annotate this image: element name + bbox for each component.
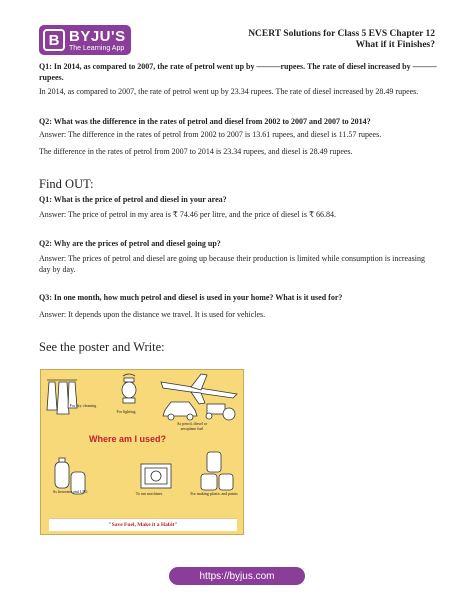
logo-text <box>69 29 126 52</box>
logo-tagline: The Learning App <box>69 44 125 52</box>
find-question-2: Q2: Why are the prices of petrol and diesel going up? <box>39 239 221 248</box>
fuel-poster <box>40 369 244 535</box>
plastic-containers-illustration <box>201 452 233 490</box>
label-dry-cleaning: For dry cleaning <box>69 403 97 408</box>
answer-1: In 2014, as compared to 2007, the rate of petrol went up by 23.34 rupees. The rate of diesel increased by 28.49 rupees. <box>39 87 419 96</box>
find-question-1: Q1: What is the price of petrol and diesel in your area? <box>39 195 227 204</box>
poster-drawing <box>41 370 245 536</box>
header-subtitle: What if it Finishes? <box>355 40 435 50</box>
lantern-illustration <box>122 374 136 403</box>
generator-illustration <box>141 464 171 488</box>
label-lighting: For lighting <box>116 409 136 414</box>
aeroplane-illustration <box>161 374 237 404</box>
question-2: Q2: What was the difference in the rates of petrol and diesel from 2002 to 2007 and 2007 to 2014? <box>39 117 371 126</box>
footer-url-link[interactable]: https://byjus.com <box>169 567 305 585</box>
logo-mark: B <box>43 29 65 51</box>
poster-center-title: Where am I used? <box>89 434 167 444</box>
poster-slogan: "Save Fuel, Make it a Habit" <box>49 518 237 531</box>
label-plastic: For making plastic and paints <box>190 491 238 496</box>
find-out-heading: Find OUT: <box>39 177 94 191</box>
label-kerosene: As kerosene and LPG <box>52 489 88 494</box>
answer-2a: Answer: The difference in the rates of petrol from 2002 to 2007 is 13.61 rupees, and diesel is 11.57 rupees. <box>39 130 382 139</box>
label-machines: To run machines <box>135 491 163 496</box>
label-fuel: As petrol, diesel or aeroplane fuel <box>176 421 208 431</box>
poster-heading: See the poster and Write: <box>39 340 165 354</box>
logo-name: BYJU'S <box>69 27 126 45</box>
header-title: NCERT Solutions for Class 5 EVS Chapter 12 <box>248 29 435 39</box>
question-1: Q1: In 2014, as compared to 2007, the rate of petrol went up by ———rupees. The rate of diesel increased by ———rupees. <box>39 62 437 82</box>
find-answer-2: Answer: The prices of petrol and diesel are going up because their production is limited while consumption is increasing day by day. <box>39 254 425 274</box>
byjus-logo[interactable] <box>39 25 131 55</box>
car-illustration <box>163 402 197 420</box>
answer-2b: The difference in the rates of petrol from 2007 to 2014 is 23.34 rupees, and diesel is 28.49 rupees. <box>39 147 353 156</box>
tractor-illustration <box>206 404 235 420</box>
find-answer-1: Answer: The price of petrol in my area is ₹ 74.46 per litre, and the price of diesel is ₹ 66.84. <box>39 210 337 219</box>
find-question-3: Q3: In one month, how much petrol and diesel is used in your home? What is it used for? <box>39 293 343 302</box>
document-header <box>248 29 435 51</box>
clothes-illustration <box>47 380 77 414</box>
find-answer-3: Answer: It depends upon the distance we travel. It is used for vehicles. <box>39 310 266 319</box>
